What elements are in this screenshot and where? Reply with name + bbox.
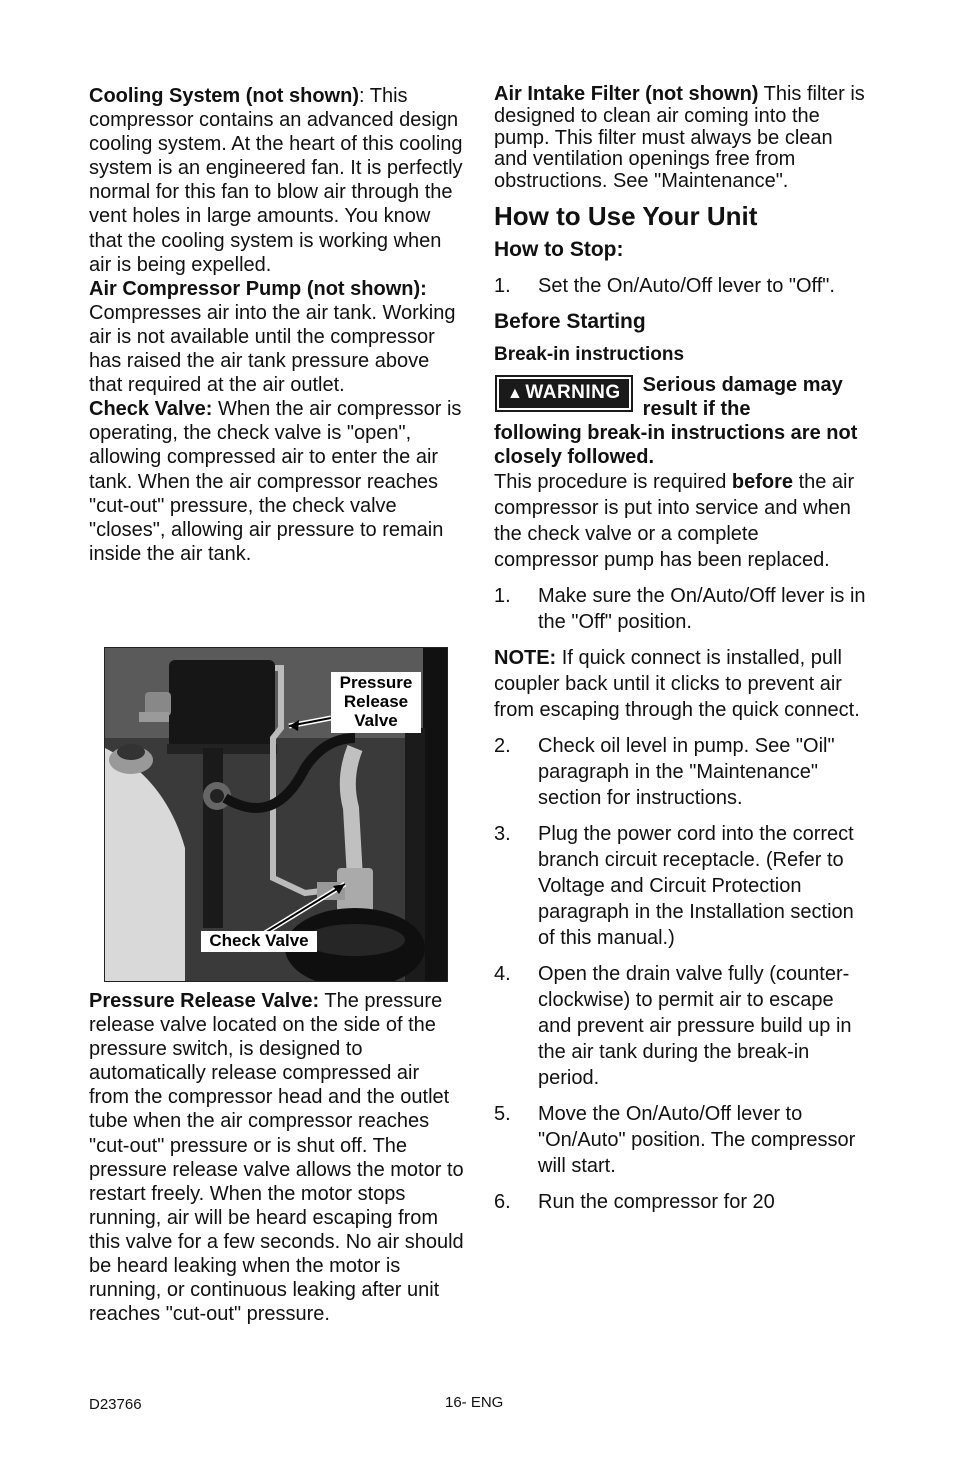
compressor-photo [104, 647, 448, 982]
warning-text-b: following break-in instructions are not closely followed. [494, 421, 858, 468]
warning-text-a: Serious damage may result if the [642, 373, 843, 420]
start-step: 5. Move the On/Auto/Off lever to "On/Auto" position. The compressor will start. [494, 1102, 856, 1177]
how-to-use-heading: How to Use Your Unit [494, 200, 758, 231]
warning-block [494, 373, 866, 469]
break-in-heading: Break-in instructions [494, 343, 685, 365]
left-column-bottom [89, 989, 464, 1326]
start-step: 6. Run the compressor for 20 [494, 1190, 775, 1213]
cooling-system-paragraph: Cooling System (not shown): This compressor contains an advanced design cooling system. At the heart of this cooling system is an engineered fan. It is perfectly normal for this fan to blow air through the vent holes in large amounts. You know that the cooling system is working when air is being expelled. [89, 85, 463, 276]
start-step: 2. Check oil level in pump. See "Oil" paragraph in the "Maintenance" section for instructions. [494, 734, 835, 809]
pressure-release-valve-paragraph: Pressure Release Valve: The pressure release valve located on the side of the pressure switch, is designed to automatically release compressed air from the compressor head and the outlet tube when the air compressor reaches "cut-out" pressure or is shut off. The pressure release valve allows the motor to restart freely. When the motor stops running, air will be heard escaping from this valve for a few seconds. No air should be heard leaking when the motor is running, or continuous leaking after unit reaches "cut-out" pressure. [89, 990, 464, 1326]
start-step: 1. Make sure the On/Auto/Off lever is in the "Off" position. [494, 584, 866, 633]
check-valve-label: Check Valve [201, 931, 317, 952]
left-column [89, 84, 464, 566]
how-to-stop-heading: How to Stop: [494, 237, 624, 261]
air-compressor-pump-paragraph: Air Compressor Pump (not shown): Compresses air into the air tank. Working air is not available until the compressor has raised the air tank pressure above that required at the air outlet. [89, 277, 456, 397]
pressure-release-valve-label: Pressure Release Valve [331, 672, 421, 733]
right-column [494, 84, 866, 1225]
warning-badge: ▲ WARNING [497, 377, 631, 410]
before-starting-heading: Before Starting [494, 309, 646, 333]
air-intake-filter-paragraph: Air Intake Filter (not shown) This filter is designed to clean air coming into the pump. This filter must always be clean and ventilation openings free from obstructions. See "Maintenance". [494, 83, 865, 193]
procedure-paragraph: This procedure is required before the air compressor is put into service and when the check valve or a complete compressor pump has been replaced. [494, 470, 855, 571]
document-id: D23766 [89, 1396, 142, 1413]
warning-triangle-icon: ▲ [507, 384, 524, 402]
note-paragraph: NOTE: If quick connect is installed, pull coupler back until it clicks to prevent air from escaping through the quick connect. [494, 646, 860, 721]
start-step: 3. Plug the power cord into the correct branch circuit receptacle. (Refer to Voltage and Circuit Protection paragraph in the Installation section of this manual.) [494, 822, 854, 949]
page-number: 16- ENG [445, 1394, 504, 1411]
stop-step: 1. Set the On/Auto/Off lever to "Off". [494, 274, 835, 297]
start-step: 4. Open the drain valve fully (counter-clockwise) to permit air to escape and prevent air pressure build up in the air tank during the break-in period. [494, 962, 852, 1089]
check-valve-paragraph: Check Valve: When the air compressor is operating, the check valve is "open", allowing compressed air to enter the air tank. When the air compressor reaches "cut-out" pressure, the check valve "closes", allowing air pressure to remain inside the air tank. [89, 398, 462, 565]
